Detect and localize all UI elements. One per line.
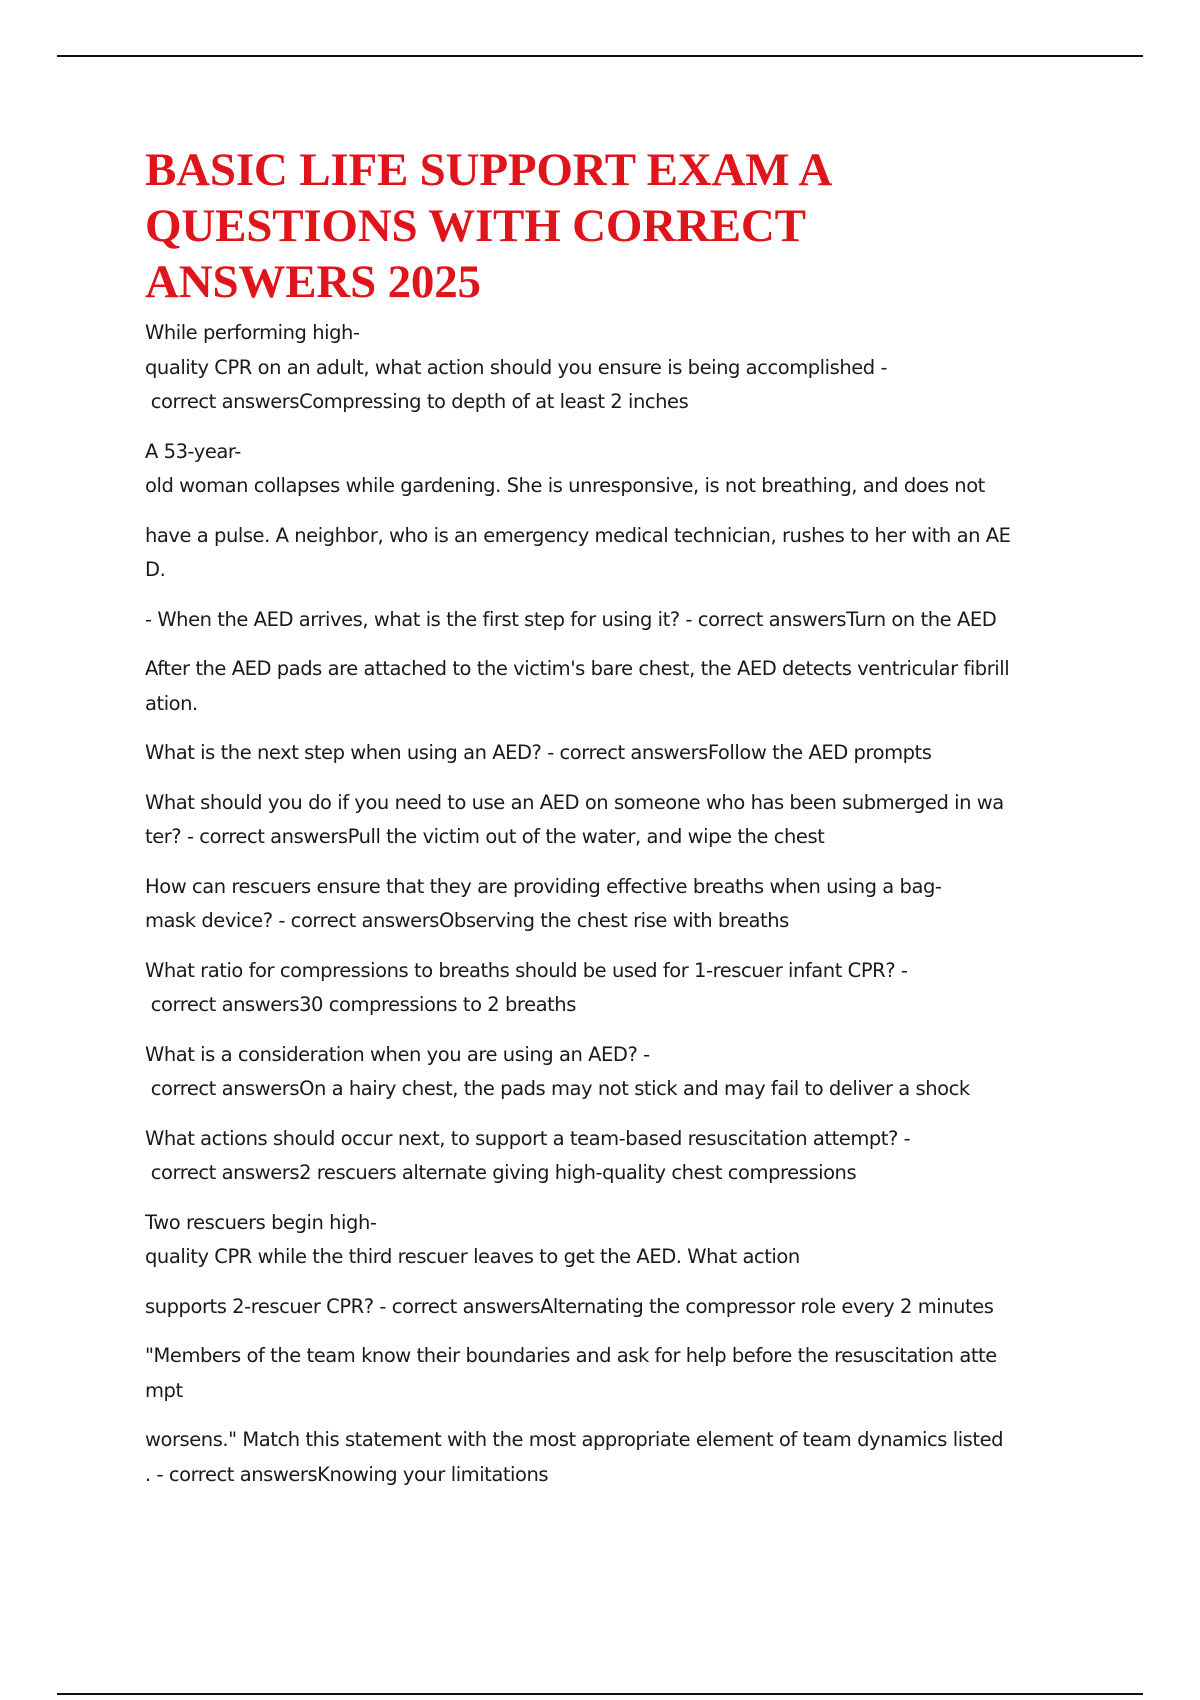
text-line: What ratio for compressions to breaths should be used for 1-rescuer infant CPR? - — [145, 958, 908, 982]
text-line: correct answers30 compressions to 2 breaths — [145, 993, 576, 1016]
qa-paragraph — [145, 1339, 1065, 1492]
text-line: correct answersOn a hairy chest, the pads may not stick and may fail to deliver a shock — [145, 1077, 970, 1100]
document-title-line: QUESTIONS WITH CORRECT — [145, 200, 806, 252]
qa-paragraph — [145, 870, 1065, 939]
text-line: What is the next step when using an AED? - correct answersFollow the AED prompts — [145, 741, 932, 764]
text-line: mask device? - correct answersObserving the chest rise with breaths — [145, 909, 789, 932]
text-line: correct answers2 rescuers alternate giving high-quality chest compressions — [145, 1161, 857, 1184]
document-body — [145, 142, 1065, 1507]
document-title — [145, 142, 1065, 310]
text-line: . - correct answersKnowing your limitations — [145, 1462, 549, 1486]
qa-paragraph — [145, 1122, 1065, 1191]
qa-paragraph — [145, 316, 1065, 420]
qa-paragraph — [145, 1206, 1065, 1325]
qa-paragraph — [145, 435, 1065, 588]
document-title-line: ANSWERS 2025 — [145, 256, 481, 308]
qa-paragraph — [145, 603, 1065, 638]
top-rule — [57, 55, 1143, 57]
text-line: After the AED pads are attached to the victim's bare chest, the AED detects ventricular fibrill — [145, 657, 1010, 680]
text-line: supports 2-rescuer CPR? - correct answersAlternating the compressor role every 2 minutes — [145, 1294, 994, 1318]
text-line: quality CPR on an adult, what action should you ensure is being accomplished - — [145, 355, 888, 379]
qa-paragraph — [145, 954, 1065, 1023]
qa-paragraph — [145, 652, 1065, 721]
text-line: Two rescuers begin high- — [145, 1210, 377, 1234]
text-line: While performing high- — [145, 321, 360, 344]
text-line: What should you do if you need to use an AED on someone who has been submerged in wa — [145, 790, 1004, 814]
text-line: How can rescuers ensure that they are providing effective breaths when using a bag- — [145, 874, 942, 898]
text-line: "Members of the team know their boundaries and ask for help before the resuscitation atte — [145, 1344, 997, 1367]
text-line: What is a consideration when you are using an AED? - — [145, 1042, 650, 1066]
text-line: What actions should occur next, to support a team-based resuscitation attempt? - — [145, 1126, 911, 1150]
qa-paragraph — [145, 1038, 1065, 1107]
qa-paragraph — [145, 786, 1065, 855]
text-line: correct answersCompressing to depth of at least 2 inches — [145, 390, 689, 413]
text-line: mpt — [145, 1378, 183, 1402]
text-line: quality CPR while the third rescuer leaves to get the AED. What action — [145, 1245, 800, 1268]
text-line: ter? - correct answersPull the victim out of the water, and wipe the chest — [145, 825, 825, 848]
text-line: D. — [145, 558, 166, 581]
text-line: ation. — [145, 691, 198, 715]
text-line: worsens." Match this statement with the most appropriate element of team dynamics listed — [145, 1428, 1004, 1451]
bottom-rule — [57, 1693, 1143, 1695]
document-title-line: BASIC LIFE SUPPORT EXAM A — [145, 144, 833, 196]
qa-paragraph — [145, 736, 1065, 771]
text-line: old woman collapses while gardening. She is unresponsive, is not breathing, and does not — [145, 474, 985, 497]
text-line: - When the AED arrives, what is the first step for using it? - correct answersTurn on the AED — [145, 607, 997, 631]
text-line: A 53-year- — [145, 439, 241, 463]
text-line: have a pulse. A neighbor, who is an emergency medical technician, rushes to her with an AE — [145, 523, 1011, 547]
